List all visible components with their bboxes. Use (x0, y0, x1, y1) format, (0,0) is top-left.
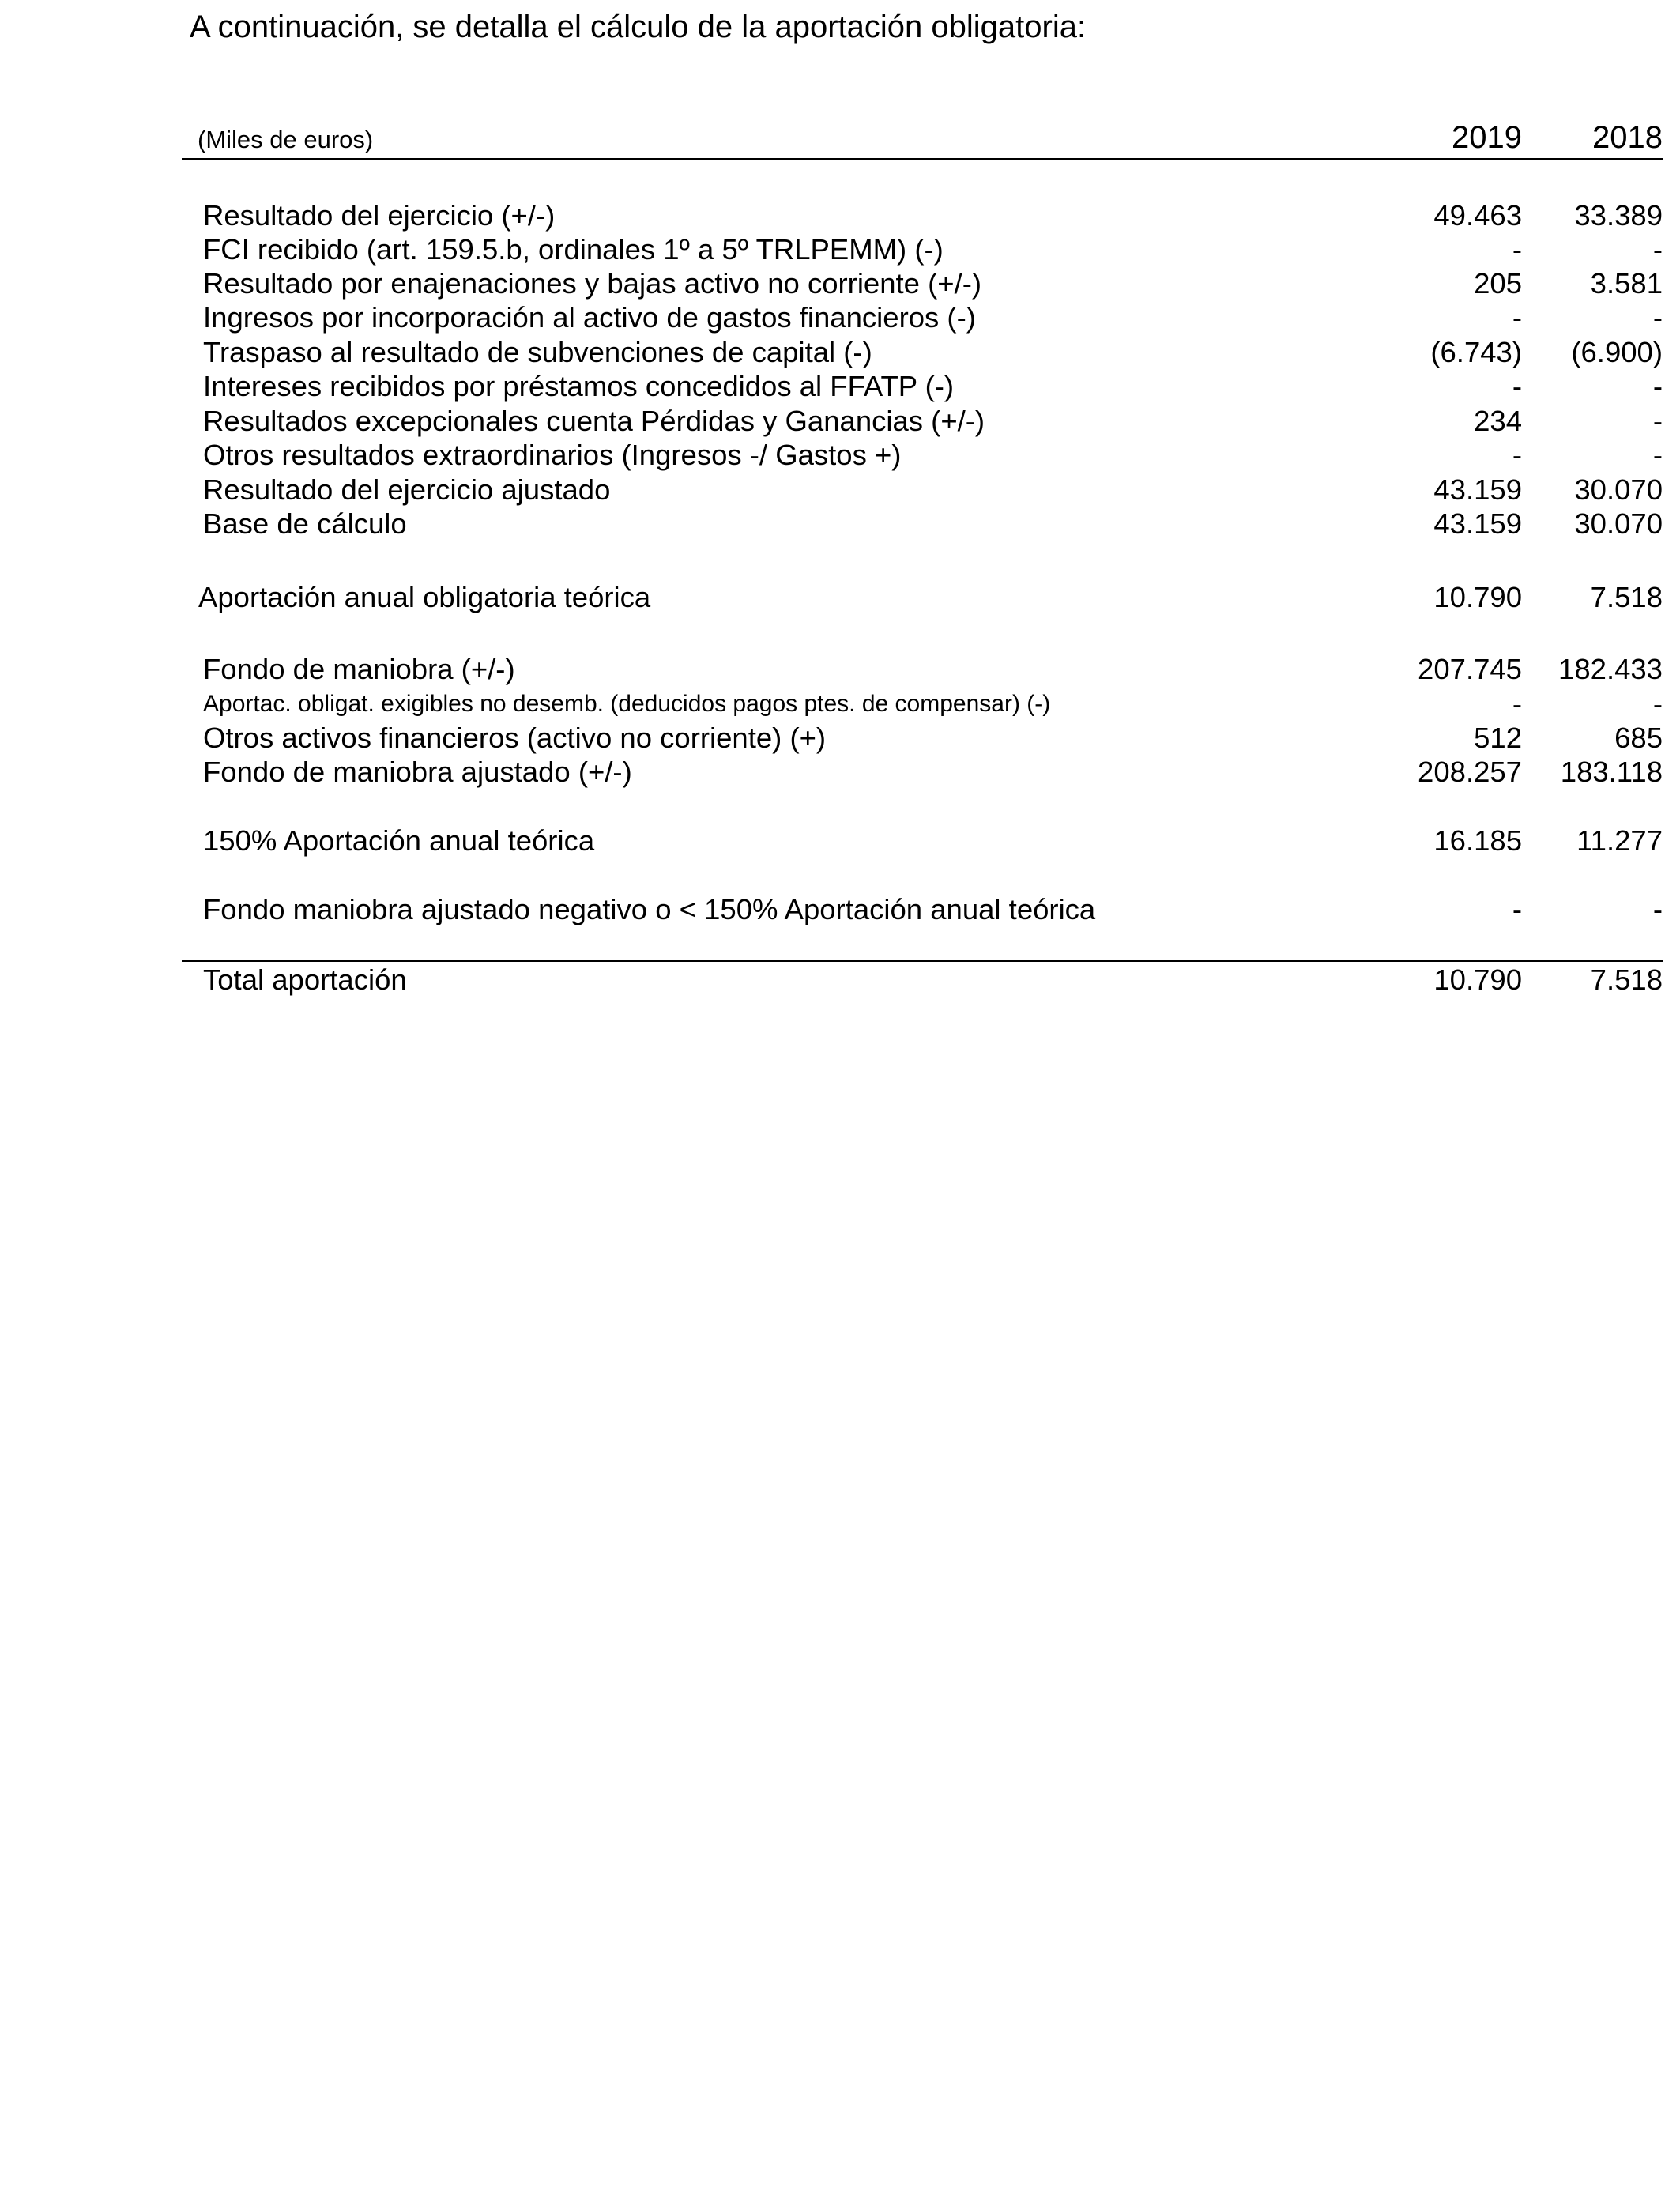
row-value-2018: - (1652, 370, 1663, 402)
row-value-2019: 234 (1474, 405, 1522, 437)
row-value-2018: 11.277 (1576, 824, 1663, 857)
row-value-2018: - (1652, 233, 1663, 266)
table-row-total (0, 963, 1680, 997)
row-value-2018: - (1652, 688, 1663, 720)
table-row (0, 232, 1680, 266)
row-label: Fondo maniobra ajustado negativo o < 150% Aportación anual teórica (203, 893, 1096, 925)
row-label: Intereses recibidos por préstamos concedidos al FFATP (-) (203, 370, 955, 402)
row-label: Resultado del ejercicio ajustado (203, 473, 611, 506)
table-row (0, 580, 1680, 614)
row-value-2018: - (1652, 405, 1663, 437)
row-value-2018: (6.900) (1571, 336, 1663, 368)
row-label: Base de cálculo (203, 507, 407, 540)
row-value-2019: - (1512, 233, 1522, 266)
row-label: Resultados excepcionales cuenta Pérdidas y Ganancias (+/-) (203, 405, 985, 437)
row-label: Aportac. obligat. exigibles no desemb. (deducidos pagos ptes. de compensar) (-) (203, 691, 1051, 717)
row-label: Fondo de maniobra ajustado (+/-) (203, 756, 632, 788)
table-row (0, 198, 1680, 232)
row-value-2019: 43.159 (1433, 473, 1522, 506)
table-row (0, 335, 1680, 369)
row-value-2019: 205 (1474, 267, 1522, 300)
row-label: Otros activos financieros (activo no corriente) (+) (203, 722, 827, 754)
row-value-2019: - (1512, 439, 1522, 471)
row-value-2018: 7.518 (1590, 581, 1663, 613)
row-value-2018: - (1652, 893, 1663, 925)
row-value-2019: 49.463 (1433, 199, 1522, 232)
table-row (0, 473, 1680, 507)
table-row (0, 369, 1680, 403)
table-row (0, 892, 1680, 926)
row-label: 150% Aportación anual teórica (203, 824, 595, 857)
row-value-2018: 183.118 (1560, 756, 1663, 788)
row-value-2019: 208.257 (1418, 756, 1522, 788)
row-label: FCI recibido (art. 159.5.b, ordinales 1º a 5º TRLPEMM) (-) (203, 233, 944, 266)
row-value-2019: - (1512, 893, 1522, 925)
row-value-2018: - (1652, 439, 1663, 471)
table-row (0, 687, 1680, 721)
table-row (0, 755, 1680, 789)
table-row (0, 824, 1680, 858)
row-label: Total aportación (203, 963, 407, 996)
table-row (0, 300, 1680, 334)
table-row (0, 404, 1680, 438)
row-label: Resultado del ejercicio (+/-) (203, 199, 556, 232)
table-total-rule (182, 960, 1663, 962)
row-label: Aportación anual obligatoria teórica (198, 581, 651, 613)
row-value-2019: 512 (1474, 722, 1522, 754)
table-row (0, 652, 1680, 686)
row-value-2019: - (1512, 370, 1522, 402)
table-row (0, 266, 1680, 300)
row-value-2019: 10.790 (1433, 581, 1522, 613)
row-label: Resultado por enajenaciones y bajas activo no corriente (+/-) (203, 267, 982, 300)
row-value-2018: 30.070 (1574, 507, 1663, 540)
row-value-2018: 182.433 (1558, 653, 1663, 685)
row-value-2018: 7.518 (1590, 963, 1663, 996)
row-label: Ingresos por incorporación al activo de gastos financieros (-) (203, 301, 976, 334)
row-label: Otros resultados extraordinarios (Ingresos -/ Gastos +) (203, 439, 902, 471)
table-row (0, 721, 1680, 755)
row-value-2019: - (1512, 688, 1522, 720)
row-value-2019: 16.185 (1433, 824, 1522, 857)
row-value-2018: 685 (1614, 722, 1663, 754)
row-value-2018: 33.389 (1574, 199, 1663, 232)
year-header-2019: 2019 (1452, 120, 1522, 155)
row-value-2019: 10.790 (1433, 963, 1522, 996)
row-value-2019: (6.743) (1430, 336, 1522, 368)
row-value-2019: 207.745 (1418, 653, 1522, 685)
row-value-2019: - (1512, 301, 1522, 334)
table-header-rule (182, 158, 1663, 160)
intro-text: A continuación, se detalla el cálculo de la aportación obligatoria: (190, 9, 1087, 44)
year-header-2018: 2018 (1592, 120, 1663, 155)
row-value-2018: 3.581 (1590, 267, 1663, 300)
row-label: Traspaso al resultado de subvenciones de capital (-) (203, 336, 872, 368)
row-value-2019: 43.159 (1433, 507, 1522, 540)
table-row (0, 507, 1680, 541)
row-value-2018: 30.070 (1574, 473, 1663, 506)
table-row (0, 438, 1680, 472)
units-label: (Miles de euros) (198, 126, 374, 153)
row-value-2018: - (1652, 301, 1663, 334)
row-label: Fondo de maniobra (+/-) (203, 653, 515, 685)
